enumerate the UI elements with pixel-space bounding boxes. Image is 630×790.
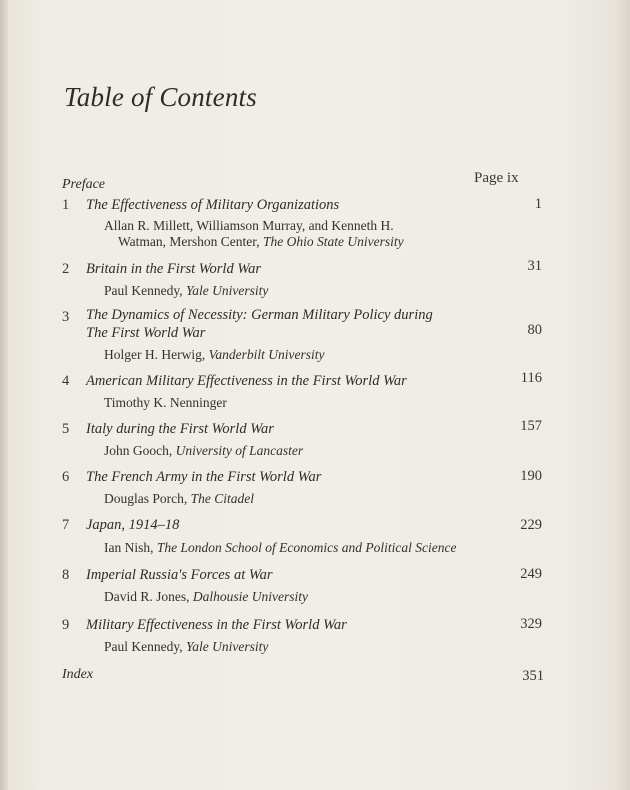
- chapter-title: The Effectiveness of Military Organizations: [86, 197, 340, 213]
- chapter-affiliation: The Citadel: [190, 491, 254, 506]
- page-title: Table of Contents: [64, 82, 257, 112]
- chapter-author-line: [104, 490, 254, 507]
- chapter-page: 1: [534, 196, 542, 212]
- chapter-number: 7: [62, 517, 70, 533]
- page-column-header: Page ix: [474, 170, 519, 186]
- chapter-number: 1: [62, 197, 70, 213]
- chapter-author-line: [104, 442, 303, 459]
- chapter-page: 116: [520, 370, 542, 386]
- chapter-number: 4: [62, 373, 70, 389]
- chapter-title: Imperial Russia's Forces at War: [86, 567, 273, 583]
- chapter-title: Japan, 1914–18: [86, 517, 180, 533]
- chapter-author-line: [104, 539, 456, 556]
- chapter-title-line2: The First World War: [86, 325, 206, 341]
- chapter-author-line: [104, 638, 268, 655]
- chapter-page: 229: [520, 517, 542, 533]
- chapter-affiliation: The Ohio State University: [262, 234, 404, 249]
- chapter-page: 31: [527, 258, 542, 274]
- chapter-author-line: [104, 346, 324, 363]
- chapter-affiliation: Yale University: [185, 283, 269, 298]
- chapter-title: Military Effectiveness in the First World War: [86, 617, 347, 633]
- chapter-author: Holger H. Herwig,: [104, 347, 206, 362]
- chapter-author: Allan R. Millett, Williamson Murray, and Kenneth H.: [104, 218, 394, 233]
- toc-preface-label: Preface: [62, 177, 106, 192]
- chapter-author-continued: [118, 234, 404, 250]
- page-spine-shadow: [0, 0, 8, 790]
- chapter-author: Douglas Porch,: [104, 491, 188, 506]
- chapter-author: Paul Kennedy,: [104, 283, 183, 298]
- chapter-number: 8: [62, 567, 70, 583]
- chapter-author-line: [104, 588, 308, 605]
- chapter-affiliation: Vanderbilt University: [208, 347, 325, 362]
- index-page: 351: [522, 668, 544, 684]
- chapter-number: 9: [62, 617, 70, 633]
- chapter-page: 190: [520, 468, 542, 484]
- chapter-page: 157: [520, 418, 542, 434]
- chapter-page: 80: [527, 322, 542, 338]
- chapter-page: 249: [520, 566, 542, 582]
- chapter-author: Paul Kennedy,: [104, 639, 183, 654]
- chapter-number: 6: [62, 469, 70, 485]
- chapter-author-line: [104, 282, 268, 299]
- chapter-author: John Gooch,: [104, 443, 173, 458]
- chapter-affiliation: Dalhousie University: [192, 589, 308, 604]
- chapter-author: David R. Jones,: [104, 589, 190, 604]
- chapter-title: American Military Effectiveness in the First World War: [86, 373, 407, 389]
- chapter-number: 2: [62, 261, 70, 277]
- toc-index-label: Index: [62, 667, 94, 682]
- chapter-affiliation: Yale University: [185, 639, 269, 654]
- chapter-page: 329: [520, 616, 542, 632]
- chapter-title-line1: The Dynamics of Necessity: German Military Policy during: [86, 307, 433, 323]
- chapter-author-line: [104, 394, 227, 411]
- chapter-author: Timothy K. Nenninger: [104, 395, 227, 410]
- chapter-number: 3: [62, 309, 70, 325]
- chapter-title: The French Army in the First World War: [86, 469, 322, 485]
- chapter-number: 5: [62, 421, 70, 437]
- chapter-author-plain: Watman, Mershon Center,: [118, 234, 260, 249]
- chapter-affiliation: The London School of Economics and Political Science: [156, 540, 457, 555]
- chapter-title: Italy during the First World War: [86, 421, 274, 437]
- chapter-affiliation: University of Lancaster: [175, 443, 304, 458]
- chapter-title: Britain in the First World War: [86, 261, 261, 277]
- chapter-author: Ian Nish,: [104, 540, 154, 555]
